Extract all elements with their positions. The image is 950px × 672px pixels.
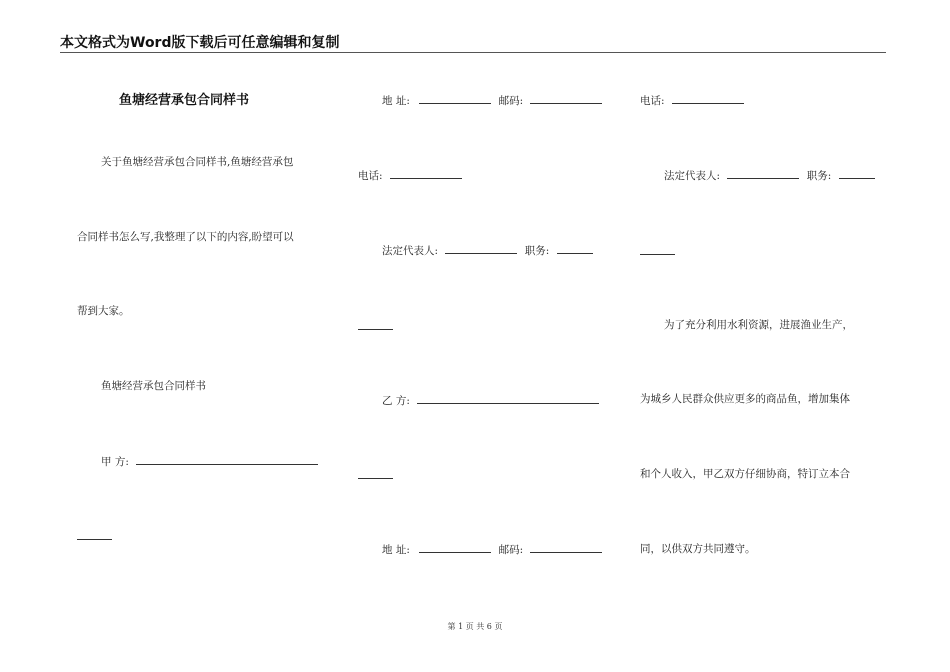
paragraph-line-3: 和个人收入，甲乙双方仔细协商，特订立本合 bbox=[640, 468, 850, 480]
position2-blank-continued[interactable] bbox=[640, 253, 675, 255]
position-blank[interactable] bbox=[557, 243, 593, 254]
phone2-label: 电话: bbox=[640, 95, 665, 107]
position2-label: 职务: bbox=[806, 170, 832, 182]
paragraph-line-4: 同，以供双方共同遵守。 bbox=[640, 543, 756, 555]
party-a-blank[interactable] bbox=[136, 454, 318, 465]
party-a-row bbox=[101, 454, 318, 469]
party-a-blank-continued[interactable] bbox=[77, 538, 112, 540]
party-b-address-row bbox=[382, 542, 602, 557]
intro-line-3: 帮到大家。 bbox=[77, 305, 130, 317]
postcode-label: 邮码: bbox=[498, 95, 524, 107]
paragraph-line-1: 为了充分利用水利资源，进展渔业生产， bbox=[664, 319, 853, 331]
phone-blank[interactable] bbox=[390, 168, 462, 179]
header-text: 本文格式为Word版下载后可任意编辑和复制 bbox=[60, 35, 340, 51]
party-a-label: 甲 方: bbox=[101, 456, 129, 468]
page-number: 第 1 页 共 6 页 bbox=[447, 622, 503, 631]
phone-label: 电话: bbox=[358, 170, 383, 182]
address-blank[interactable] bbox=[419, 93, 491, 104]
legal-rep-label: 法定代表人: bbox=[382, 245, 439, 257]
intro-line-2: 合同样书怎么写,我整理了以下的内容,盼望可以 bbox=[77, 231, 294, 243]
party-b-row bbox=[382, 393, 599, 408]
document-title: 鱼塘经营承包合同样书 bbox=[119, 93, 250, 108]
address2-blank[interactable] bbox=[419, 542, 491, 553]
party-a-phone-row bbox=[358, 168, 462, 183]
party-b-legal-rep-row bbox=[664, 168, 875, 183]
postcode-blank[interactable] bbox=[530, 93, 602, 104]
party-b-blank[interactable] bbox=[417, 393, 599, 404]
position-label: 职务: bbox=[524, 245, 550, 257]
party-b-label: 乙 方: bbox=[382, 395, 410, 407]
postcode2-blank[interactable] bbox=[530, 542, 602, 553]
address2-label: 地 址: bbox=[382, 544, 410, 556]
party-a-address-row bbox=[382, 93, 602, 108]
legal-rep-blank[interactable] bbox=[445, 243, 517, 254]
position-blank-continued[interactable] bbox=[358, 328, 393, 330]
phone2-blank[interactable] bbox=[672, 93, 744, 104]
paragraph-line-2: 为城乡人民群众供应更多的商品鱼，增加集体 bbox=[640, 393, 850, 405]
postcode2-label: 邮码: bbox=[498, 544, 524, 556]
legal-rep2-label: 法定代表人: bbox=[664, 170, 721, 182]
address-label: 地 址: bbox=[382, 95, 410, 107]
party-b-blank-continued[interactable] bbox=[358, 477, 393, 479]
position2-blank[interactable] bbox=[839, 168, 875, 179]
page-header bbox=[60, 34, 886, 53]
party-b-phone-row bbox=[640, 93, 744, 108]
intro-line-1: 关于鱼塘经营承包合同样书,鱼塘经营承包 bbox=[101, 156, 294, 168]
section-subtitle: 鱼塘经营承包合同样书 bbox=[101, 380, 206, 392]
legal-rep2-blank[interactable] bbox=[727, 168, 799, 179]
party-a-legal-rep-row bbox=[382, 243, 593, 258]
